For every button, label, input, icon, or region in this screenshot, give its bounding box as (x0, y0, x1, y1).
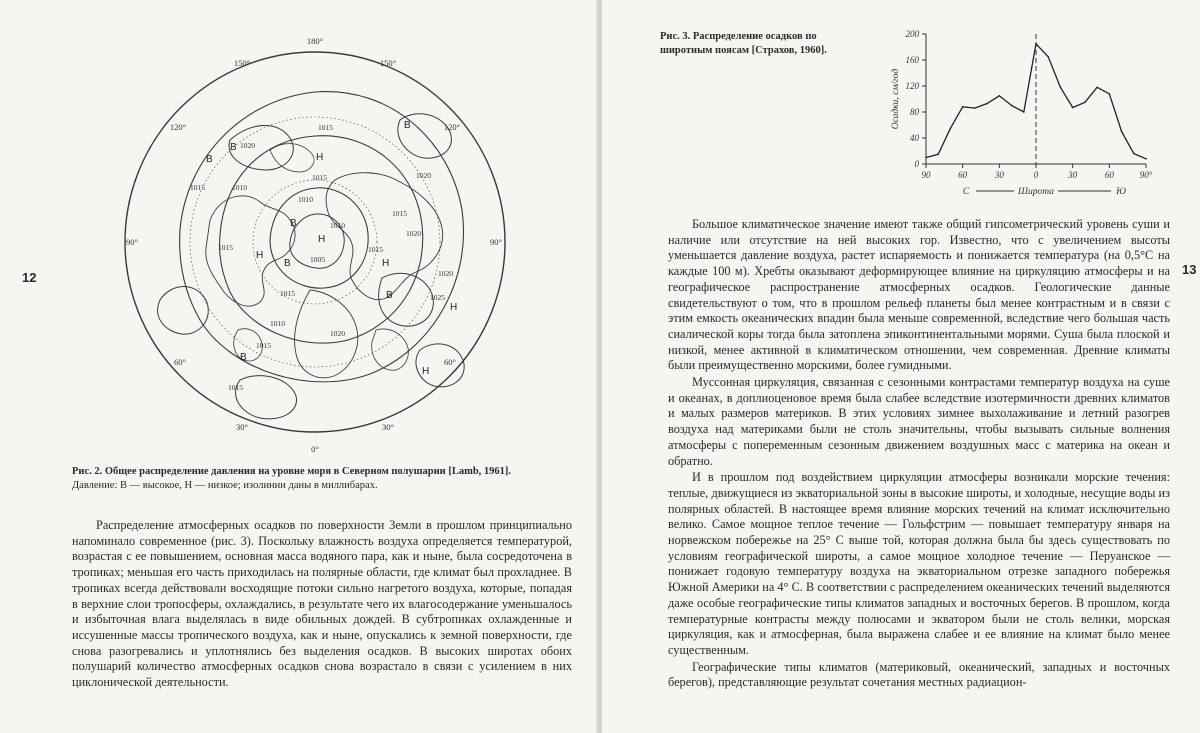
precipitation-point (986, 103, 988, 105)
precipitation-point (950, 127, 952, 129)
pressure-marker: В (386, 290, 393, 301)
chart-north-label: С (962, 187, 970, 197)
precipitation-point (1121, 131, 1123, 133)
longitude-label: 30° (236, 422, 248, 432)
precipitation-point (925, 157, 927, 159)
paragraph: Географические типы климатов (материковый, океанический, западных и восточных берегов), представляющие результат сочетания местных радиацион- (668, 659, 1170, 690)
page-number-right: 13 (1182, 262, 1197, 277)
figure-2-caption-lead: Рис. 2. Общее распределение давления на уровне моря в Северном полушарии [Lamb, 1961]. (72, 466, 512, 477)
precipitation-point (1011, 105, 1013, 107)
isobar-label: 1005 (310, 255, 325, 264)
precipitation-point (937, 153, 939, 155)
chart-x-tick-label: 90° (1139, 170, 1153, 180)
precipitation-chart-svg (876, 24, 1166, 219)
longitude-label: 180° (306, 36, 324, 46)
chart-x-tick-label: 60 (1104, 170, 1114, 180)
chart-y-tick-label: 200 (905, 29, 919, 39)
pressure-marker: В (404, 120, 411, 131)
figure-3-chart (876, 24, 1166, 219)
chart-x-tick-label: 30 (1068, 170, 1078, 180)
chart-y-tick-label: 120 (905, 81, 919, 91)
isobar-label: 1015 (318, 123, 333, 132)
isobar-label: 1015 (312, 173, 327, 182)
isobar-label: 1015 (190, 183, 205, 192)
chart-south-label: Ю (1116, 187, 1126, 197)
longitude-label: 120° (443, 122, 461, 132)
longitude-label: 60° (444, 357, 456, 367)
figure-2-caption (72, 465, 572, 493)
isobar-label: 1020 (406, 229, 421, 238)
isobar-label: 1010 (270, 319, 285, 328)
precipitation-point (1096, 87, 1098, 89)
pressure-marker: Н (450, 302, 458, 313)
precipitation-point (1035, 43, 1037, 45)
precipitation-point (974, 107, 976, 109)
pressure-marker: Н (422, 366, 430, 377)
longitude-label: 0° (311, 444, 319, 454)
isobar-label: 1015 (392, 209, 407, 218)
figure-2-pressure-map (120, 30, 510, 455)
paragraph: Большое климатическое значение имеют также общий гипсометрический уровень суши и наличие или отсутствие на ней высоких гор. Известно, что с увеличением высоты уменьшается давление воздуха, растет испаряемость и понижается температура (на 0,5°С на каждые 100 м). Хребты оказывают деформирующее влияние на циркуляцию атмосферы и на географическое распространение атмосферных осадков. Геологические данные свидетельствуют о том, что в прошлом рельеф планеты был менее контрастным и в связи с этим емкость океанических впадин была меньше современной, вследствие чего большая часть сиалической коры тогда была затоплена эпиконтинентальными морями. Суша была плоской и низкой, менее активной в климатическом отношении, чем современная. Древние климаты были преимущественно морскими, более гумидными. (668, 217, 1170, 373)
isobar-label: 1025 (430, 293, 445, 302)
chart-x-tick-label: 0 (1033, 170, 1039, 180)
isobar-label: 1020 (240, 141, 255, 150)
isobar-label: 1015 (368, 245, 383, 254)
left-body-text (72, 518, 572, 691)
isobar-label: 1010 (330, 221, 345, 230)
polar-map-svg (120, 30, 510, 455)
chart-x-axis-label: Широта (1018, 187, 1054, 197)
pressure-marker: В (240, 352, 247, 363)
longitude-label: 150° (233, 58, 251, 68)
precipitation-point (1072, 107, 1074, 109)
chart-x-tick-label: 90 (921, 170, 931, 180)
chart-y-axis-label: Осадки, см/год (891, 68, 901, 130)
longitude-label: 90° (490, 237, 502, 247)
isobar-label: 1015 (280, 289, 295, 298)
pressure-marker: Н (382, 258, 390, 269)
isobar-label: 1015 (256, 341, 271, 350)
pressure-marker: В (290, 218, 297, 229)
isobar-label: 1010 (298, 195, 313, 204)
longitude-label: 30° (382, 422, 394, 432)
longitude-label: 120° (169, 122, 187, 132)
paragraph: Муссонная циркуляция, связанная с сезонными контрастами температур воздуха на суше и океанах, в доплиоценовое время была слабее вследствие изотермичности древних климатов и малых размеров материков. В этих условиях зимнее выхолаживание и летний разогрев воздуха над материками были не столь значительны, чтобы вызывать сильные волнения атмосферы с попеременным сезонным движением воздушных масс с материка на океан и обратно. (668, 375, 1170, 468)
pressure-marker: В (284, 258, 291, 269)
pressure-marker: Н (256, 250, 264, 261)
chart-x-tick-label: 60 (958, 170, 968, 180)
isobar-label: 1020 (438, 269, 453, 278)
precipitation-point (999, 95, 1001, 97)
isobar-label: 1015 (228, 383, 243, 392)
paragraph: И в прошлом под воздействием циркуляции атмосферы возникали морские течения: теплые, движущиеся из экваториальной зоны в высокие широты, и холодные, несущие воды из полярных областей. В настоящее время влияние морских течений на климат исключительно велико. Самое мощное теплое течение — Гольфстрим — повышает температуру января на норвежском побережье на 25° С выше той, которая должна была бы здесь существовать по условиям географической широты, а самое мощное холодное течение — Перуанское — понижает годовую температуру воздуха на экваториальном отрезке западного побережья Южной Америки на 4° С. В соответствии с распределением океанических течений выделяются даже особые географические типы климатов западных и восточных берегов. В прошлом, когда температурные контрасты между полюсами и экватором были не столь велики, морская циркуляция, как и атмосферная, была выражена слабее и ее влияние на климат было менее существенным. (668, 470, 1170, 657)
pressure-marker: В (230, 142, 237, 153)
chart-y-tick-label: 80 (910, 107, 919, 117)
chart-y-tick-label: 0 (914, 159, 919, 169)
figure-2-caption-note: Давление: В — высокое, Н — низкое; изолинии даны в миллибарах. (72, 480, 378, 491)
precipitation-point (1133, 153, 1135, 155)
chart-y-tick-label: 160 (905, 55, 919, 65)
isobar-label: 1020 (416, 171, 431, 180)
longitude-label: 150° (379, 58, 397, 68)
page-number-left: 12 (22, 270, 37, 285)
longitude-label: 90° (126, 237, 138, 247)
precipitation-point (1109, 93, 1111, 95)
longitude-label: 60° (174, 357, 186, 367)
right-body-text (668, 217, 1170, 691)
isobar-label: 1020 (330, 329, 345, 338)
precipitation-point (1084, 101, 1086, 103)
pressure-marker: Н (318, 234, 326, 245)
precipitation-point (1060, 87, 1062, 89)
chart-y-tick-label: 40 (910, 133, 919, 143)
figure-3-caption: Рис. 3. Распределение осадков по широтным поясам [Страхов, 1960]. (660, 31, 827, 56)
precipitation-point (1047, 56, 1049, 58)
precipitation-point (1145, 158, 1147, 160)
isobar-label: 1015 (218, 243, 233, 252)
chart-x-tick-label: 30 (994, 170, 1004, 180)
precipitation-point (1023, 111, 1025, 113)
isobar-label: 1010 (232, 183, 247, 192)
pressure-marker: Н (316, 152, 324, 163)
paragraph: Распределение атмосферных осадков по поверхности Земли в прошлом принципиально напоминало современное (рис. 3). Поскольку влажность воздуха определяется температурой, возрастая с ее повышением, основная масса водяного пара, как и ныне, была сосредоточена в тропиках; меньшая его часть приходилась на полярные области, где климат был прохладнее. В тропиках всегда действовали восходящие потоки сильно нагретого воздуха, которые, попадая в верхние слои тропосферы, охлаждались, в результате чего их влагосодержание уменьшалось и избыточная влага выделялась в виде обильных дождей. В субтропиках охлажденные и иссушенные массы тропического воздуха, как и ныне, опускались к земной поверхности, где снова разогревались и уплотнялись без выделения осадков. В высоких широтах обоих полушарий количество атмосферных осадков снова возрастало в связи с усилением в них циклонической деятельности. (72, 518, 572, 690)
pressure-marker: В (206, 154, 213, 165)
precipitation-point (962, 106, 964, 108)
